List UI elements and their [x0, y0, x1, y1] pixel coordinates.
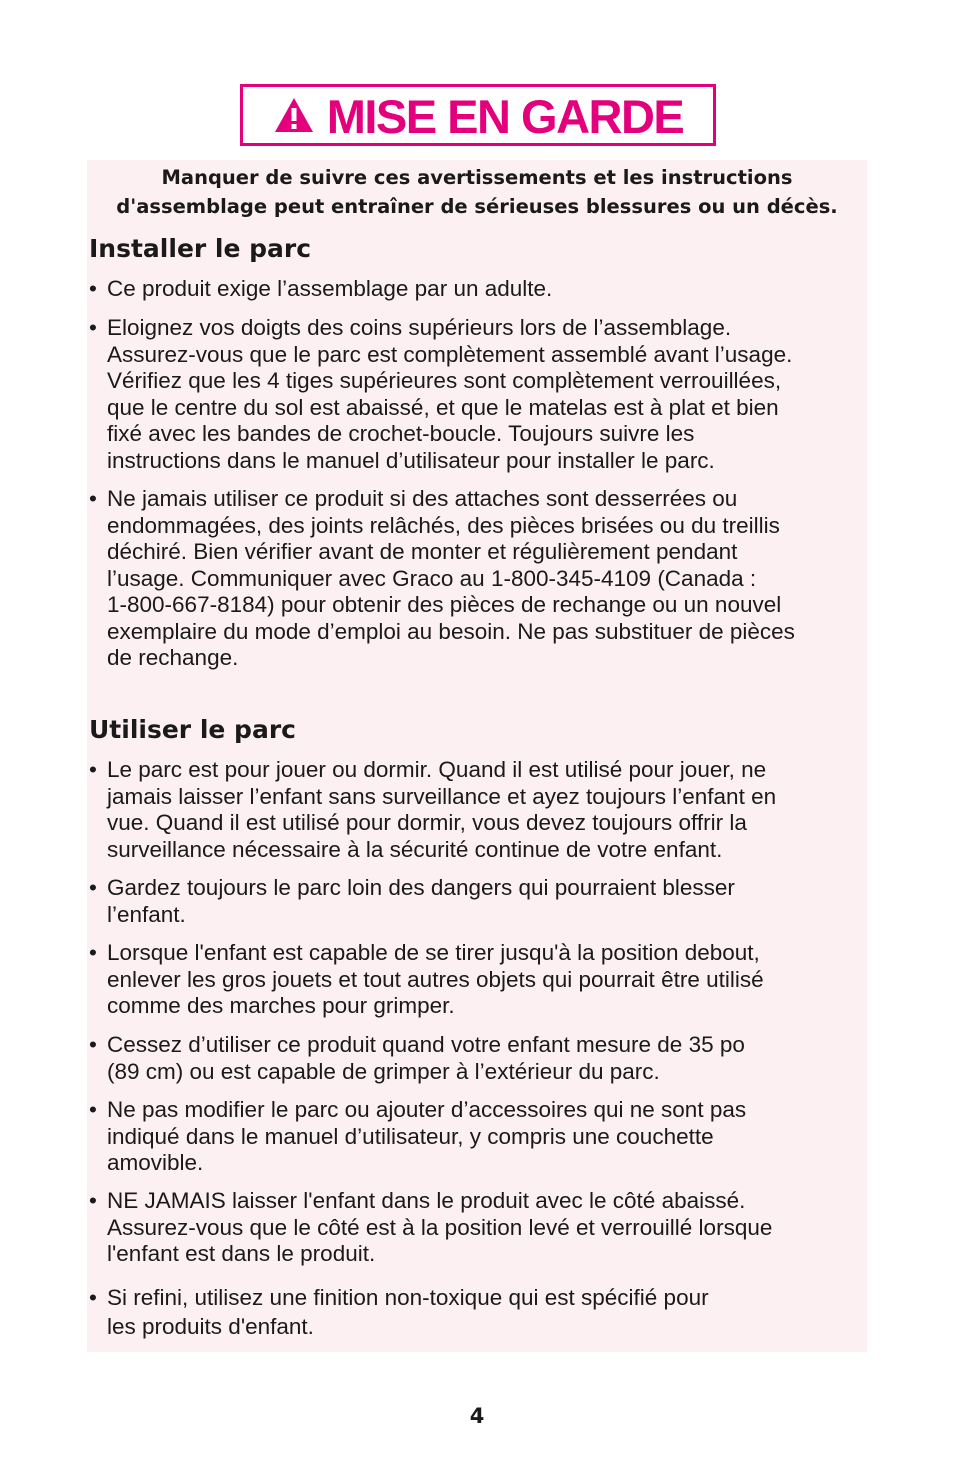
intro-line: Manquer de suivre ces avertissements et les instructions [161, 166, 793, 189]
list-item: • Eloignez vos doigts des coins supérieurs lors de l’assemblage. Assurez-vous que le parc est complètement assemblé avant l’usage. Vérifiez que les 4 tiges supérieures sont complètement verrouillées, que le centre du sol est abaissé, et que le matelas est à plat et bien fixé avec les bandes de crochet-boucle. Toujours suivre les instructions dans le manuel d’utilisateur pour installer le parc. [89, 315, 864, 474]
intro-line: d'assemblage peut entraîner de sérieuses blessures ou un décès. [116, 195, 838, 218]
section-title-installer: Installer le parc [89, 234, 312, 263]
page-number: 4 [469, 1404, 485, 1428]
section-title-utiliser: Utiliser le parc [89, 715, 296, 744]
list-item: • Lorsque l'enfant est capable de se tirer jusqu'à la position debout, enlever les gros jouets et tout autres objets qui pourrait être utilisé comme des marches pour grimper. [89, 940, 864, 1020]
warning-title: MISE EN GARDE [326, 89, 684, 143]
warning-triangle-icon [273, 96, 315, 134]
list-item: • Le parc est pour jouer ou dormir. Quand il est utilisé pour jouer, ne jamais laisser l’enfant sans surveillance et ayez toujours l’enfant en vue. Quand il est utilisé pour dormir, vous devez toujours offrir la surveillance nécessaire à la sécurité continue de votre enfant. [89, 757, 864, 863]
intro-warning [87, 163, 867, 221]
list-item: • Ce produit exige l’assemblage par un adulte. [89, 276, 864, 303]
list-item: • Ne jamais utiliser ce produit si des attaches sont desserrées ou endommagées, des joints relâchés, des pièces brisées ou du treillis déchiré. Bien vérifier avant de monter et régulièrement pendant l’usage. Communiquer avec Graco au 1-800-345-4109 (Canada : 1-800-667-8184) pour obtenir des pièces de rechange ou un nouvel exemplaire du mode d’emploi au besoin. Ne pas substituer de pièces de rechange. [89, 486, 864, 672]
list-item: • Si refini, utilisez une finition non-toxique qui est spécifié pour les produits d'enfant. [89, 1283, 864, 1341]
list-item: • Gardez toujours le parc loin des dangers qui pourraient blesser l’enfant. [89, 875, 864, 928]
warning-header [240, 84, 716, 146]
list-item: • Cessez d’utiliser ce produit quand votre enfant mesure de 35 po (89 cm) ou est capable de grimper à l’extérieur du parc. [89, 1032, 864, 1085]
list-item: • Ne pas modifier le parc ou ajouter d’accessoires qui ne sont pas indiqué dans le manuel d’utilisateur, y compris une couchette amovible. [89, 1097, 864, 1177]
list-item: • NE JAMAIS laisser l'enfant dans le produit avec le côté abaissé. Assurez-vous que le côté est à la position levé et verrouillé lorsque l'enfant est dans le produit. [89, 1188, 864, 1268]
